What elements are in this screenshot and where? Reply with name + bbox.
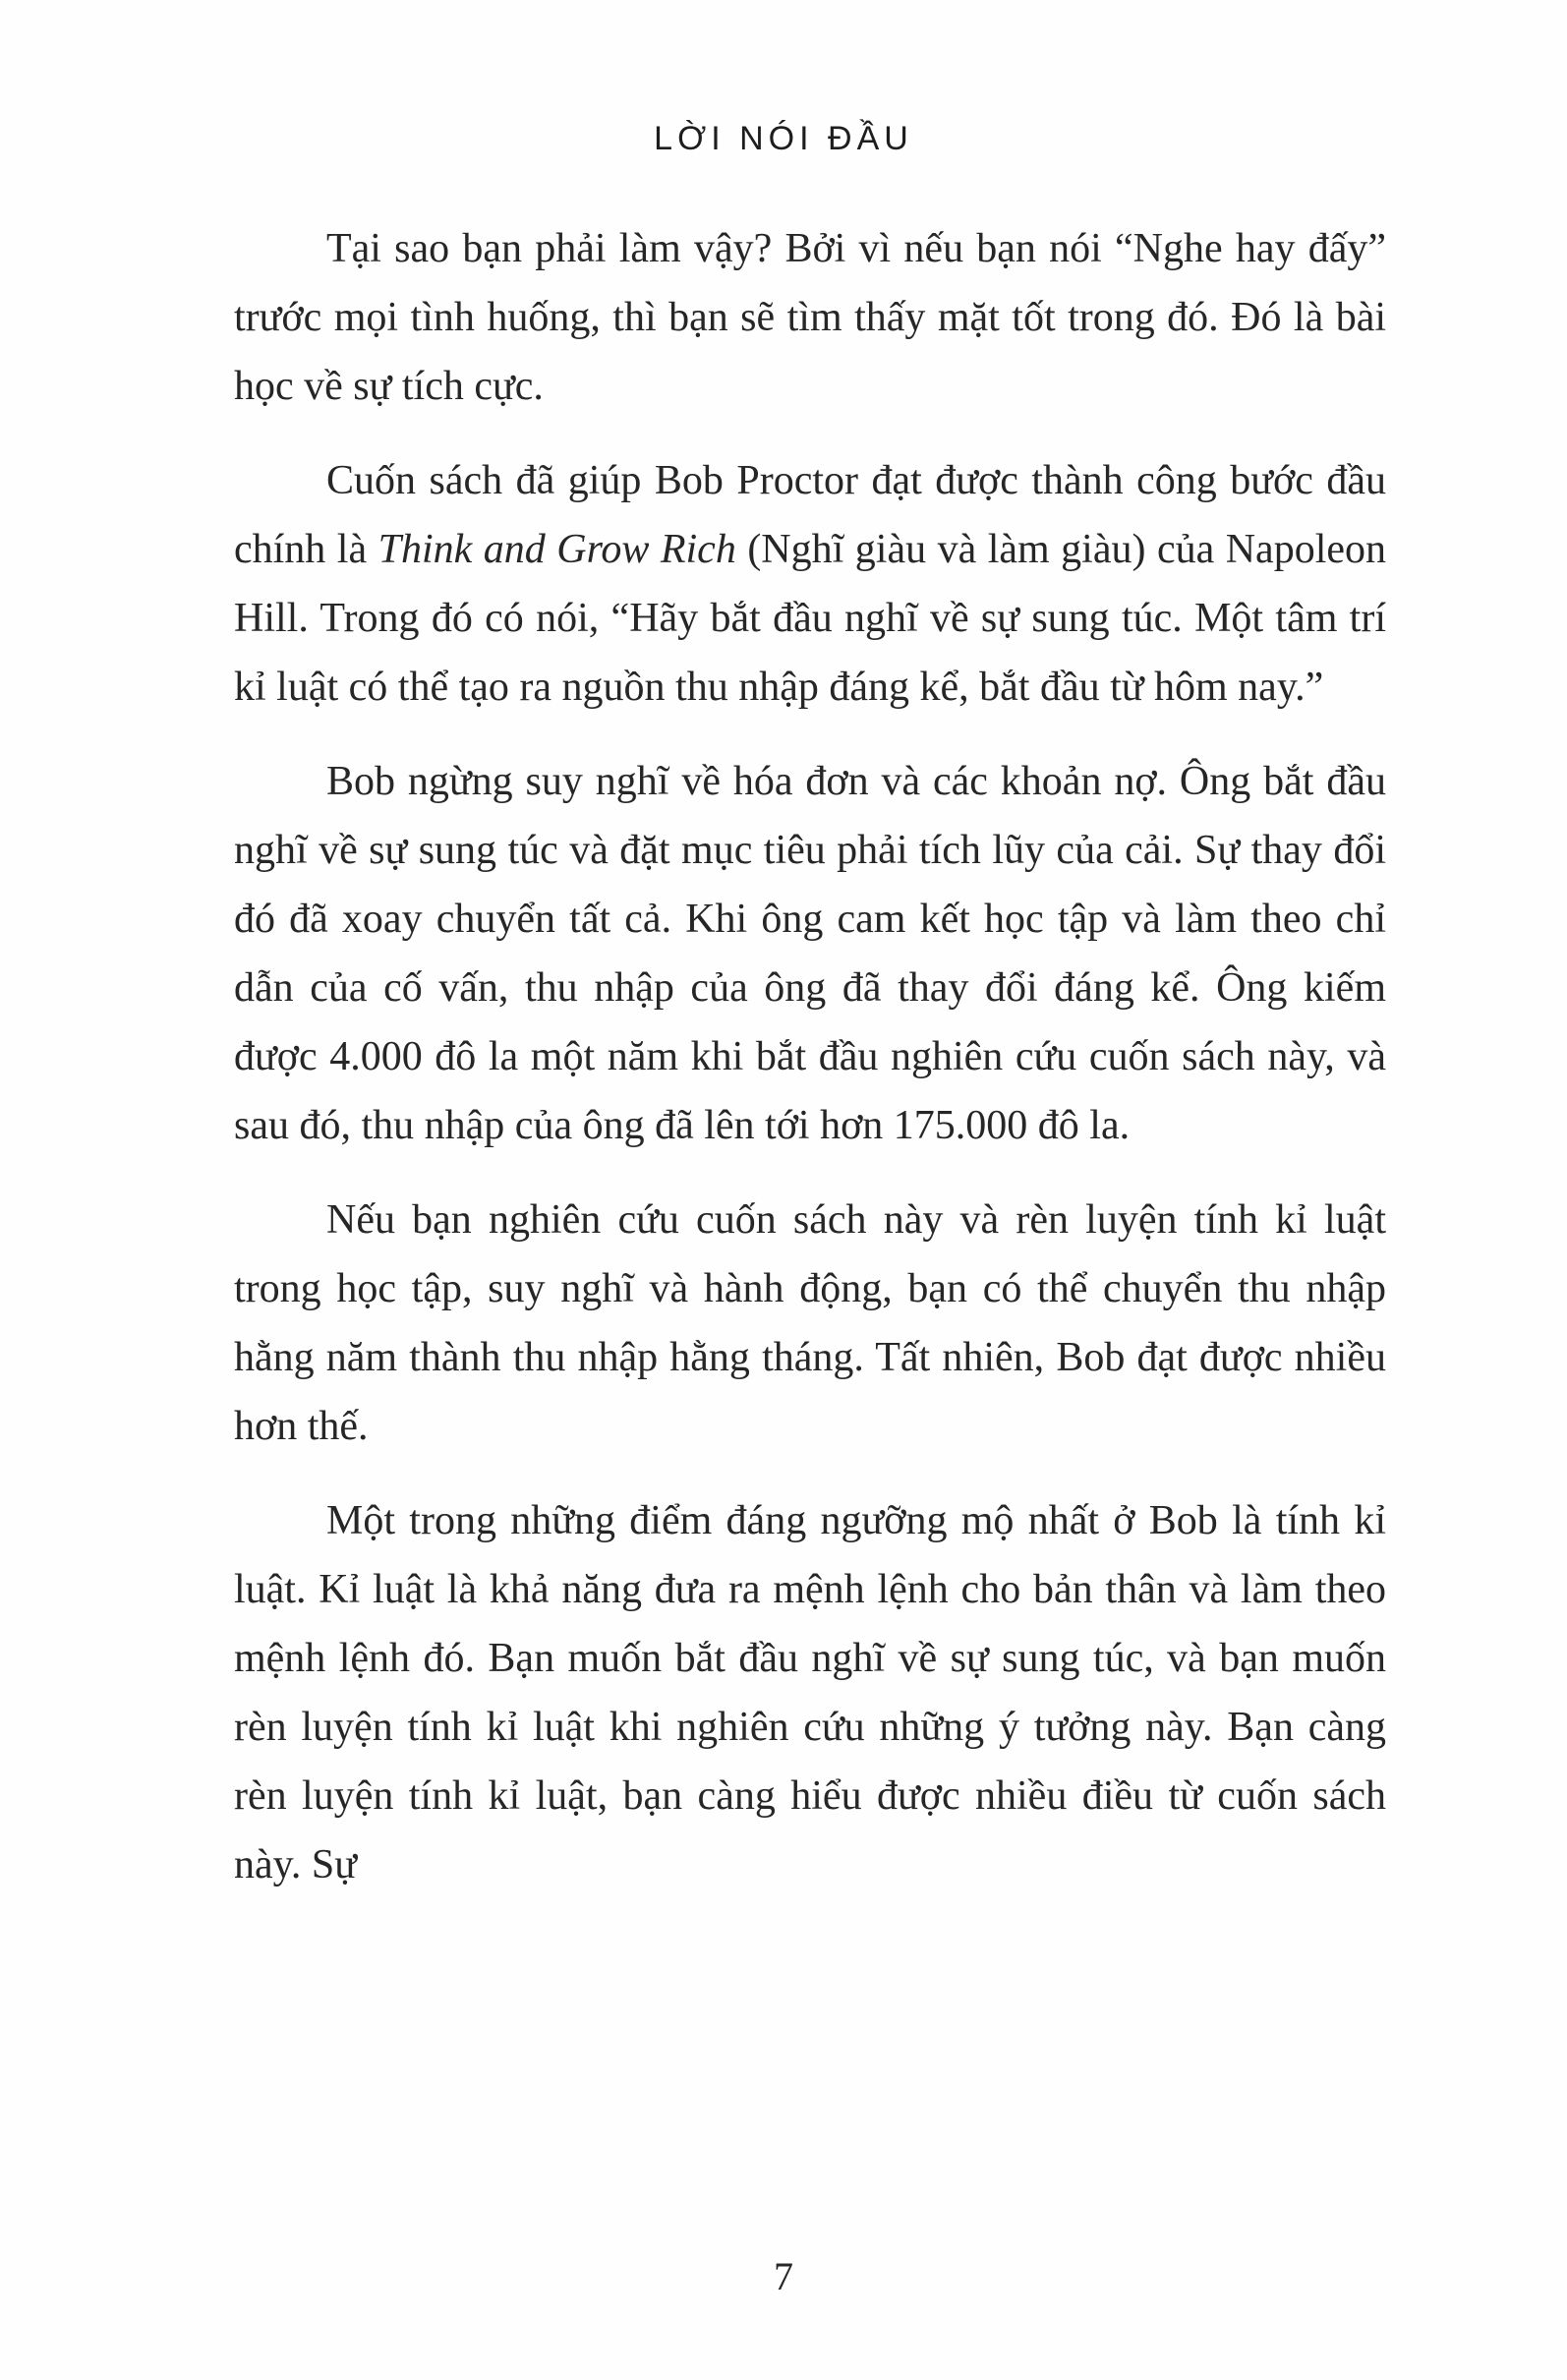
paragraph-text: Tại sao bạn phải làm vậy? Bởi vì nếu bạn nói “Nghe hay đấy” trước mọi tình huống, thì bạn sẽ tìm thấy mặt tốt trong đó. Đó là bài học về sự tích cực. xyxy=(234,226,1386,409)
paragraph-1 xyxy=(234,214,1386,421)
paragraph-text: Một trong những điểm đáng ngưỡng mộ nhất ở Bob là tính kỉ luật. Kỉ luật là khả năng đưa ra mệnh lệnh cho bản thân và làm theo mệnh lệnh đó. Bạn muốn bắt đầu nghĩ về sự sung túc, và bạn muốn rèn luyện tính kỉ luật khi nghiên cứu những ý tưởng này. Bạn càng rèn luyện tính kỉ luật, bạn càng hiểu được nhiều điều từ cuốn sách này. Sự xyxy=(234,1498,1386,1887)
page-number: 7 xyxy=(774,2254,793,2298)
paragraph-text: (Nghĩ giàu và làm giàu) của Napoleon Hill. Trong đó có nói, “Hãy bắt đầu nghĩ về sự sung túc. Một tâm trí kỉ luật có thể tạo ra nguồn thu nhập đáng kể, bắt đầu từ hôm nay.” xyxy=(234,527,1387,710)
paragraph-text: Cuốn sách đã giúp Bob Proctor đạt được thành công bước đầu chính là xyxy=(234,458,1386,572)
running-header: LỜI NÓI ĐẦU xyxy=(654,120,913,157)
paragraph-5 xyxy=(234,1486,1386,1899)
page-body xyxy=(234,214,1386,1925)
paragraph-2 xyxy=(234,446,1386,722)
paragraph-text: Bob ngừng suy nghĩ về hóa đơn và các khoản nợ. Ông bắt đầu nghĩ về sự sung túc và đặt mục tiêu phải tích lũy của cải. Sự thay đổi đó đã xoay chuyển tất cả. Khi ông cam kết học tập và làm theo chỉ dẫn của cố vấn, thu nhập của ông đã thay đổi đáng kể. Ông kiếm được 4.000 đô la một năm khi bắt đầu nghiên cứu cuốn sách này, và sau đó, thu nhập của ông đã lên tới hơn 175.000 đô la. xyxy=(234,759,1386,1148)
paragraph-3 xyxy=(234,747,1386,1160)
book-title-italic: Think and Grow Rich xyxy=(377,527,736,572)
paragraph-text: Nếu bạn nghiên cứu cuốn sách này và rèn luyện tính kỉ luật trong học tập, suy nghĩ và hành động, bạn có thể chuyển thu nhập hằng năm thành thu nhập hằng tháng. Tất nhiên, Bob đạt được nhiều hơn thế. xyxy=(234,1197,1386,1449)
paragraph-4 xyxy=(234,1186,1386,1461)
